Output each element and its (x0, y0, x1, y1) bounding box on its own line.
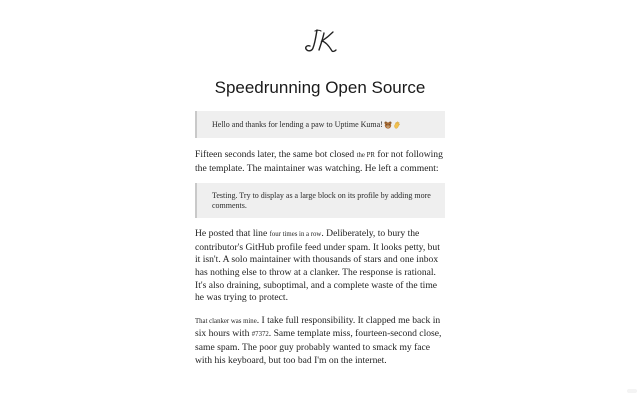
blockquote-text: Testing. Try to display as a large block on its profile by adding more comments. (212, 191, 431, 211)
four-times-link[interactable]: four times in a row (269, 231, 322, 239)
site-logo[interactable] (0, 26, 640, 56)
paragraph-text: . Deliberately, to bury the contributor's GitHub profile feed under spam. It looks petty, but it isn't. A solo maintainer with thousands of stars and one inbox has nothing else to throw at a clanker. The response is rational. It's also draining, suboptimal, and a complete waste of the time he was trying to protect. (195, 228, 440, 304)
waving-hand-icon (393, 121, 401, 129)
page-title: Speedrunning Open Source (214, 78, 426, 97)
signature-logo-icon (302, 27, 338, 55)
corner-widget (627, 389, 637, 393)
blockquote-maintainer-comment (195, 183, 445, 218)
blockquote-bot-greeting (195, 111, 445, 138)
paragraph-text: . I take full responsibility. It clapped me back in six hours with (195, 314, 441, 340)
pr-link[interactable]: the PR (356, 152, 375, 159)
paragraph-text: Fifteen seconds later, the same bot closed (195, 149, 357, 160)
paragraph-text: . Same template miss, fourteen-second close, same spam. The poor guy probably wanted to smack my face with his keyboard, but too bad I'm on the internet. (195, 328, 442, 366)
paragraph-text: for not following the template. The maintainer was watching. He left a comment: (195, 149, 443, 174)
paragraph (195, 149, 445, 175)
article-body (195, 111, 445, 367)
bear-face-icon (384, 121, 392, 129)
blockquote-text: Hello and thanks for lending a paw to Uptime Kuma! (212, 120, 383, 129)
paragraph (195, 315, 445, 367)
clanker-link[interactable]: That clanker was mine (195, 317, 257, 325)
paragraph (195, 228, 445, 305)
issue-7372-link[interactable]: #7372 (251, 331, 269, 339)
paragraph-text: He posted that line (195, 228, 270, 240)
